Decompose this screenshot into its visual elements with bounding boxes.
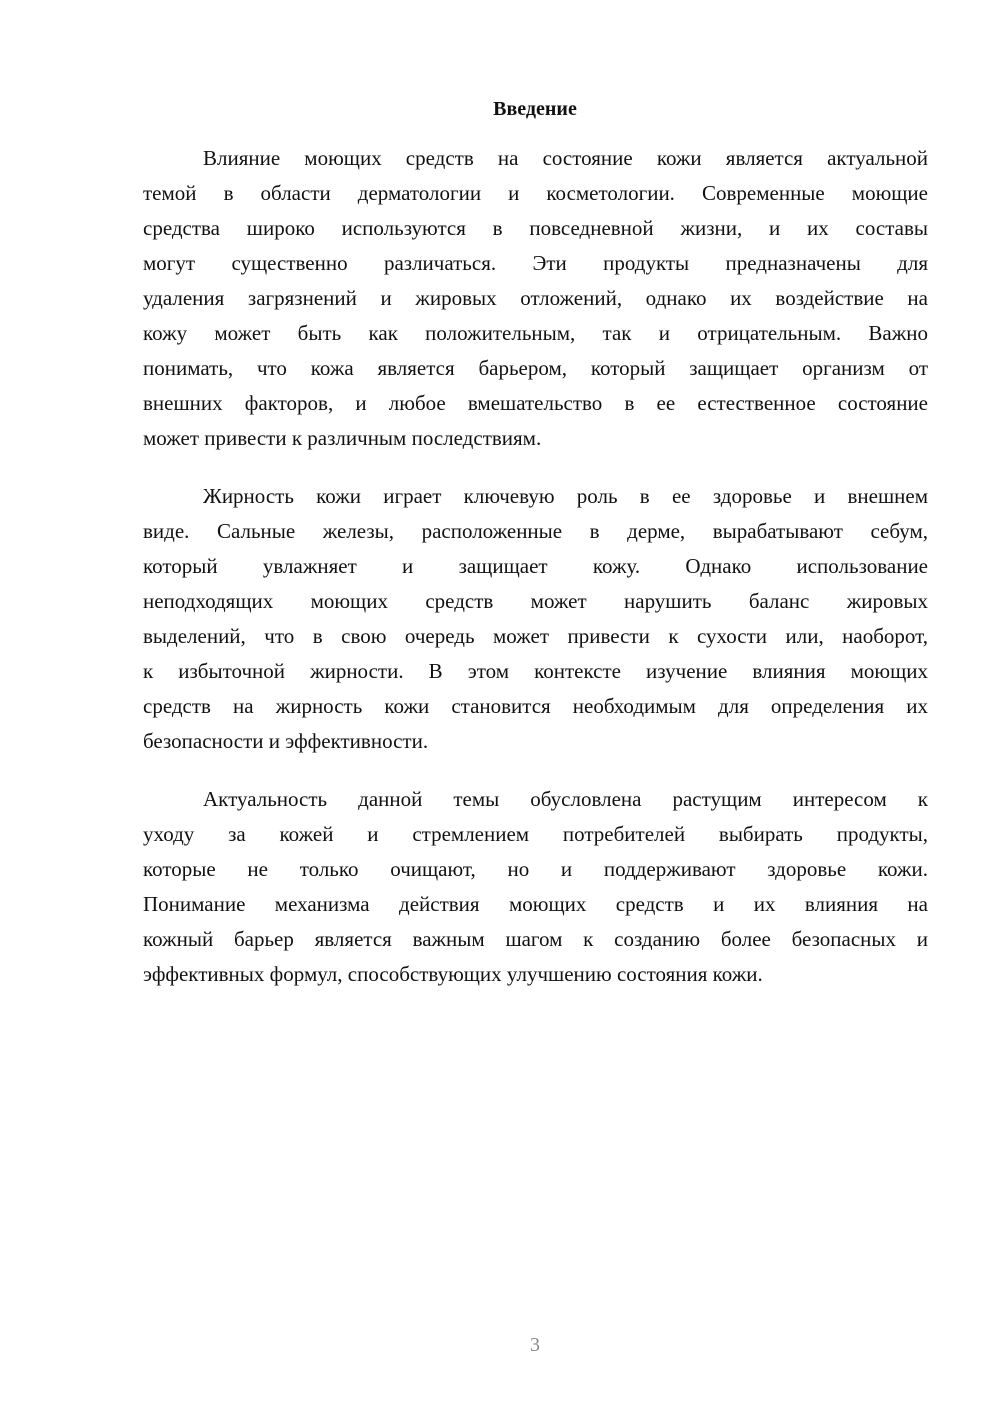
text-line: уходу за кожей и стремлением потребителей выбирать продукты,: [143, 822, 928, 846]
text-line: могут существенно различаться. Эти продукты предназначены для: [143, 251, 928, 275]
paragraph: [143, 479, 928, 759]
text-line: может привести к различным последствиям.: [143, 426, 542, 450]
text-line: Понимание механизма действия моющих средств и их влияния на: [143, 892, 928, 916]
text-line: средства широко используются в повседневной жизни, и их составы: [143, 216, 928, 240]
text-line: виде. Сальные железы, расположенные в дерме, вырабатывают себум,: [143, 519, 928, 543]
text-line: понимать, что кожа является барьером, который защищает организм от: [143, 356, 928, 380]
text-line: Жирность кожи играет ключевую роль в ее здоровье и внешнем: [203, 484, 928, 508]
text-line: Актуальность данной темы обусловлена растущим интересом к: [203, 787, 928, 811]
page-number: 3: [530, 1334, 540, 1356]
paragraph: [143, 141, 928, 456]
paragraph: [143, 782, 928, 992]
section-title: Введение: [493, 98, 577, 120]
text-line: который увлажняет и защищает кожу. Однако использование: [143, 554, 928, 578]
text-line: которые не только очищают, но и поддерживают здоровье кожи.: [143, 857, 928, 881]
text-line: выделений, что в свою очередь может привести к сухости или, наоборот,: [143, 624, 928, 648]
text-line: Влияние моющих средств на состояние кожи является актуальной: [203, 146, 928, 170]
text-line: безопасности и эффективности.: [143, 729, 429, 753]
text-line: эффективных формул, способствующих улучшению состояния кожи.: [143, 962, 763, 986]
text-line: внешних факторов, и любое вмешательство в ее естественное состояние: [143, 391, 928, 415]
text-line: кожный барьер является важным шагом к созданию более безопасных и: [143, 927, 928, 951]
text-line: удаления загрязнений и жировых отложений, однако их воздействие на: [143, 286, 928, 310]
text-line: средств на жирность кожи становится необходимым для определения их: [143, 694, 928, 718]
text-line: кожу может быть как положительным, так и отрицательным. Важно: [143, 321, 928, 345]
text-line: неподходящих моющих средств может нарушить баланс жировых: [143, 589, 928, 613]
text-line: к избыточной жирности. В этом контексте изучение влияния моющих: [143, 659, 928, 683]
text-line: темой в области дерматологии и косметологии. Современные моющие: [143, 181, 928, 205]
